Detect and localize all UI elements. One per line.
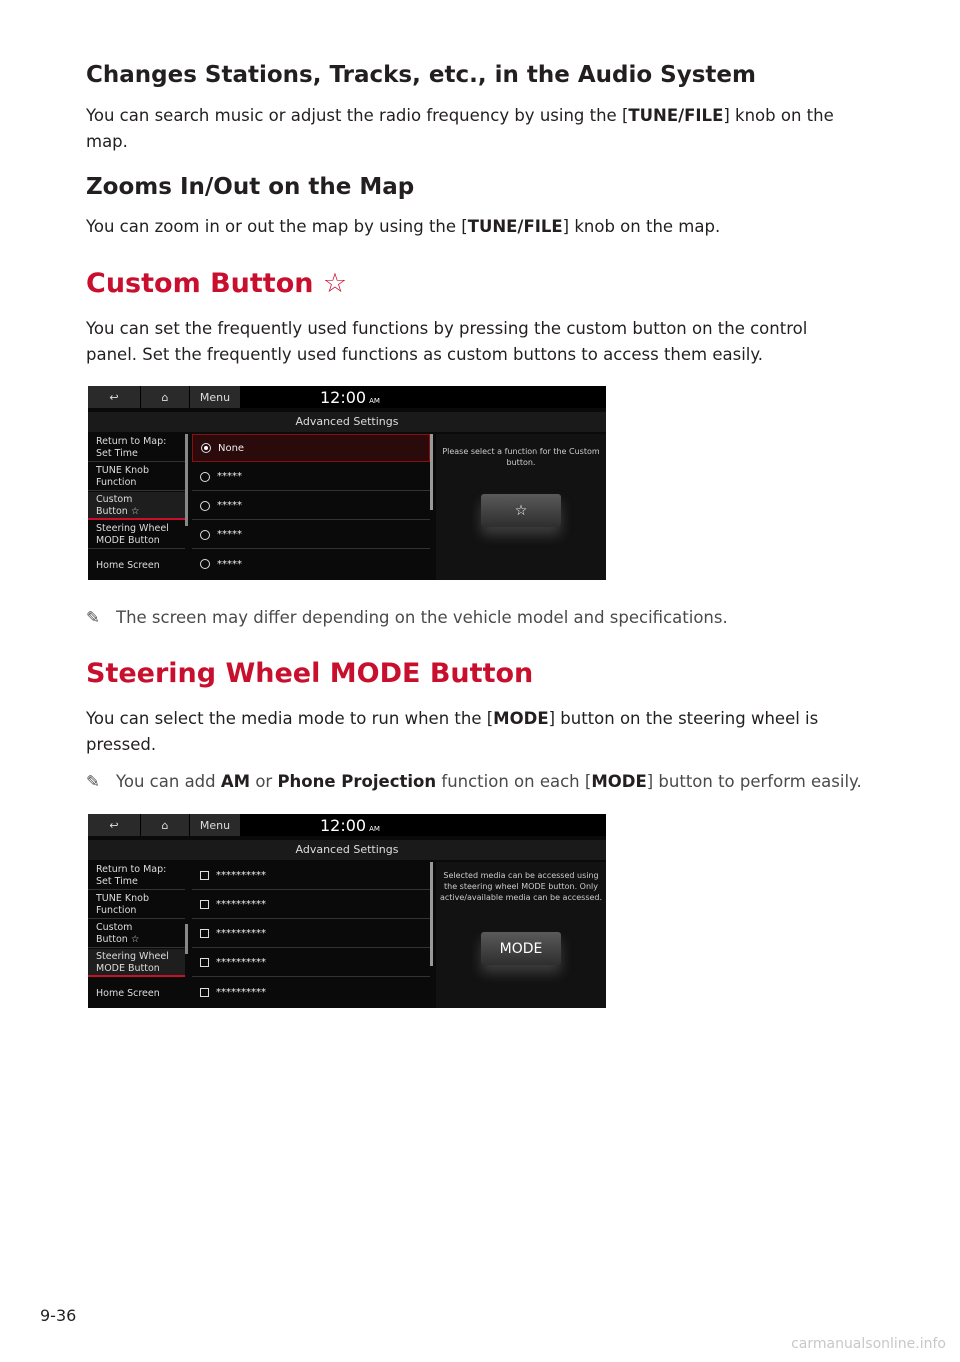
screen-title: Advanced Settings [88,412,606,432]
heading-custom-button: Custom Button ☆ [86,268,348,299]
info-panel [436,434,606,580]
radio-icon [200,501,210,511]
note-screen-differ: ✎ The screen may differ depending on the vehicle model and specifications. [86,606,886,630]
option-item[interactable]: ***** [192,550,430,578]
sidebar-scrollbar[interactable] [185,924,188,954]
checkbox-icon [200,871,209,880]
checkbox-icon [200,929,209,938]
list-scrollbar[interactable] [430,862,433,966]
info-panel [436,862,606,1008]
back-icon[interactable]: ↩ [88,386,141,408]
page-number: 9-36 [40,1306,77,1325]
screen-custom-button [88,386,606,580]
pencil-icon: ✎ [86,772,100,791]
option-none[interactable]: None [192,434,430,462]
screen-title: Advanced Settings [88,840,606,860]
checkbox-icon [200,988,209,997]
paragraph-zoom: You can zoom in or out the map by using the [TUNE/FILE] knob on the map. [86,217,721,236]
option-item[interactable]: ***** [192,521,430,549]
option-item[interactable]: ********** [192,862,430,890]
sidebar-scrollbar[interactable] [185,434,188,526]
home-icon[interactable]: ⌂ [141,386,190,408]
info-message: Please select a function for the Custom button. [442,447,600,467]
info-message: Selected media can be accessed using the steering wheel MODE button. Only active/available media can be accessed. [439,871,603,902]
heading-steering-mode: Steering Wheel MODE Button [86,658,534,689]
clock: 12:00 AM [320,388,380,407]
sidebar-item-tune-knob[interactable]: TUNE Knob Function [88,463,185,491]
radio-selected-icon [201,443,211,453]
sidebar-item-home-screen[interactable]: Home Screen [96,988,160,999]
option-item[interactable]: ********** [192,891,430,919]
paragraph-custom-button: You can set the frequently used functions by pressing the custom button on the control panel. Set the frequently used functions as custom buttons to access them easily. [86,319,808,364]
sidebar-item-home-screen[interactable]: Home Screen [96,560,160,571]
heading-audio-system: Changes Stations, Tracks, etc., in the Audio System [86,62,756,88]
menu-button[interactable]: Menu [190,386,241,408]
status-bar [88,814,606,836]
heading-zoom: Zooms In/Out on the Map [86,174,415,200]
status-bar [88,386,606,408]
radio-icon [200,530,210,540]
back-icon[interactable]: ↩ [88,814,141,836]
list-scrollbar[interactable] [430,434,433,510]
star-icon: ☆ [322,268,348,299]
option-item[interactable]: ***** [192,463,430,491]
sidebar-item-custom-button[interactable]: Custom Button ☆ [88,492,185,520]
option-item[interactable]: ***** [192,492,430,520]
mode-button[interactable]: MODE [481,932,561,965]
sidebar-item-steering-wheel[interactable]: Steering Wheel MODE Button [88,949,185,977]
checkbox-icon [200,958,209,967]
note-add-function: ✎ You can add AM or Phone Projection function on each [MODE] button to perform easily. [86,770,886,794]
screen-steering-mode [88,814,606,1008]
sidebar-item-custom-button[interactable]: Custom Button ☆ [88,920,185,948]
pencil-icon: ✎ [86,608,100,627]
sidebar-item-return-to-map[interactable]: Return to Map: Set Time [88,434,185,462]
checkbox-icon [200,900,209,909]
sidebar-item-return-to-map[interactable]: Return to Map: Set Time [88,862,185,890]
clock: 12:00 AM [320,816,380,835]
menu-button[interactable]: Menu [190,814,241,836]
radio-icon [200,472,210,482]
sidebar-item-tune-knob[interactable]: TUNE Knob Function [88,891,185,919]
radio-icon [200,559,210,569]
paragraph-audio-system: You can search music or adjust the radio frequency by using the [TUNE/FILE] knob on the map. [86,106,834,151]
sidebar-item-steering-wheel[interactable]: Steering Wheel MODE Button [88,521,185,549]
option-item[interactable]: ********** [192,920,430,948]
paragraph-steering-mode: You can select the media mode to run when the [MODE] button on the steering wheel is pressed. [86,709,819,754]
option-item[interactable]: ********** [192,949,430,977]
custom-button-star-icon[interactable]: ☆ [481,494,561,527]
option-item[interactable]: ********** [192,978,430,1006]
home-icon[interactable]: ⌂ [141,814,190,836]
watermark: carmanualsonline.info [791,1336,946,1352]
